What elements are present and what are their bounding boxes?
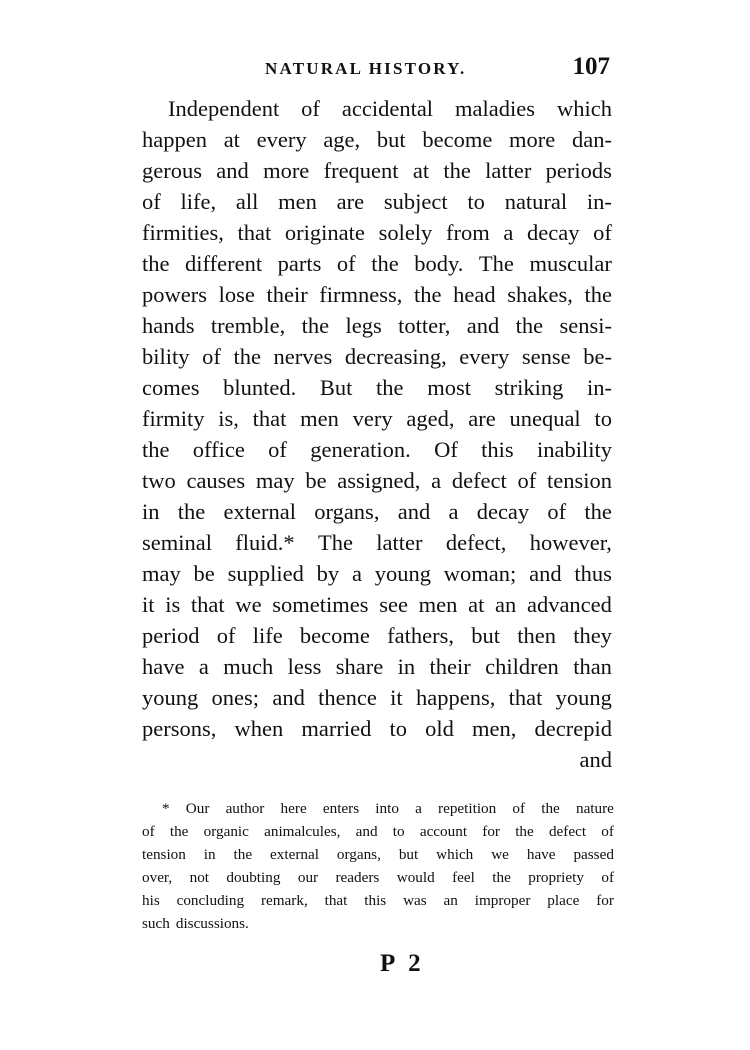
text-line: firmity is, that men very aged, are unequal to — [142, 406, 612, 431]
footnote-line: tension in the external organs, but which we have passed — [142, 846, 614, 863]
footnote-line: such discussions. — [142, 915, 249, 932]
footnote — [142, 797, 614, 935]
text-line: hands tremble, the legs totter, and the sensi- — [142, 313, 612, 338]
text-line: powers lose their firmness, the head shakes, the — [142, 282, 612, 307]
text-line: firmities, that originate solely from a decay of — [142, 220, 612, 245]
footnote-line: * Our author here enters into a repetition of the nature — [162, 800, 614, 817]
running-head — [140, 53, 610, 87]
body-text — [142, 93, 612, 775]
text-line: gerous and more frequent at the latter periods — [142, 158, 612, 183]
text-line: Independent of accidental maladies which — [168, 96, 612, 121]
text-line: young ones; and thence it happens, that young — [142, 685, 612, 710]
text-line: two causes may be assigned, a defect of tension — [142, 468, 612, 493]
footnote-line: over, not doubting our readers would feel the propriety of — [142, 869, 614, 886]
text-line: persons, when married to old men, decrepid — [142, 716, 612, 741]
page-number: 107 — [572, 53, 610, 80]
text-line: it is that we sometimes see men at an advanced — [142, 592, 612, 617]
footnote-line: of the organic animalcules, and to account for the defect of — [142, 823, 614, 840]
text-line: have a much less share in their children than — [142, 654, 612, 679]
text-line: period of life become fathers, but then they — [142, 623, 612, 648]
text-line: seminal fluid.* The latter defect, however, — [142, 530, 612, 555]
text-line: the different parts of the body. The muscular — [142, 251, 612, 276]
text-line: and — [579, 747, 612, 772]
text-line: bility of the nerves decreasing, every sense be- — [142, 344, 612, 369]
text-line: the office of generation. Of this inability — [142, 437, 612, 462]
text-line: may be supplied by a young woman; and thus — [142, 561, 612, 586]
text-line: of life, all men are subject to natural in- — [142, 189, 612, 214]
text-line: happen at every age, but become more dan- — [142, 127, 612, 152]
running-title: NATURAL HISTORY. — [265, 59, 467, 78]
text-line: comes blunted. But the most striking in- — [142, 375, 612, 400]
text-line: in the external organs, and a decay of the — [142, 499, 612, 524]
footnote-line: his concluding remark, that this was an improper place for — [142, 892, 614, 909]
signature-mark: P 2 — [380, 950, 425, 977]
